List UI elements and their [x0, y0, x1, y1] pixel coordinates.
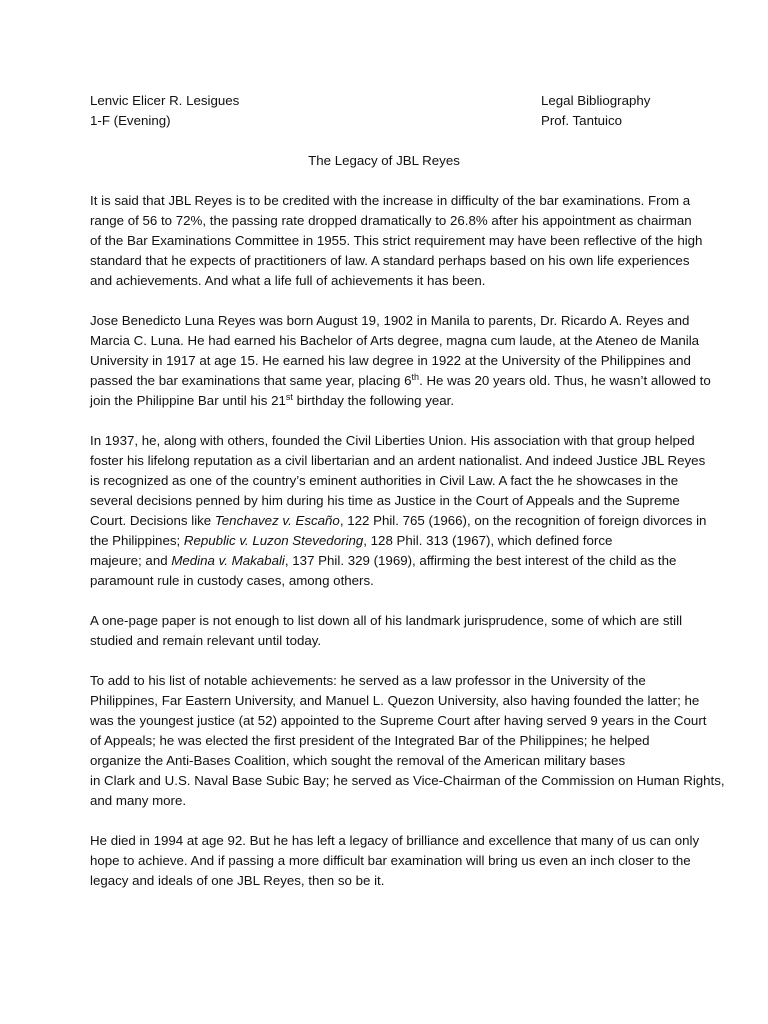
- text-line: [90, 391, 680, 411]
- text-line: of the Bar Examinations Committee in 1955. This strict requirement may have been reflective of the high: [90, 233, 703, 248]
- text-segment: , 128 Phil. 313 (1967), which defined force: [363, 533, 613, 548]
- case-citation: Tenchavez v. Escaño: [214, 513, 340, 528]
- text-line: A one-page paper is not enough to list down all of his landmark jurisprudence, some of which are still: [90, 613, 683, 628]
- author-name: Lenvic Elicer R. Lesigues: [90, 93, 240, 108]
- text-segment: , 137 Phil. 329 (1969), affirming the best interest of the child as the: [284, 553, 677, 568]
- text-line: and many more.: [90, 793, 187, 808]
- text-segment: majeure; and: [90, 553, 172, 568]
- paragraph-4: [90, 611, 683, 651]
- text-line: was the youngest justice (at 52) appointed to the Supreme Court after having served 9 years in the Court: [90, 713, 707, 728]
- paragraph-3: [90, 431, 707, 591]
- text-line: Jose Benedicto Luna Reyes was born August 19, 1902 in Manila to parents, Dr. Ricardo A. Reyes and: [90, 313, 690, 328]
- text-line: several decisions penned by him during his time as Justice in the Court of Appeals and the Supreme: [90, 493, 680, 508]
- case-citation: Republic v. Luzon Stevedoring: [183, 533, 364, 548]
- text-line: hope to achieve. And if passing a more difficult bar examination will bring us even an inch closer to the: [90, 853, 691, 868]
- ordinal-suffix: th: [411, 372, 420, 382]
- text-segment: passed the bar examinations that same year, placing 6: [90, 373, 412, 388]
- case-citation: Medina v. Makabali: [171, 553, 285, 568]
- document-title: The Legacy of JBL Reyes: [308, 153, 460, 168]
- text-line: paramount rule in custody cases, among others.: [90, 573, 374, 588]
- text-line: and achievements. And what a life full of achievements it has been.: [90, 273, 486, 288]
- text-line: studied and remain relevant until today.: [90, 633, 322, 648]
- text-line: range of 56 to 72%, the passing rate dropped dramatically to 26.8% after his appointment as chairman: [90, 213, 692, 228]
- text-line: organize the Anti-Bases Coalition, which sought the removal of the American military bases: [90, 753, 626, 768]
- text-line: To add to his list of notable achievements: he served as a law professor in the University of the: [90, 673, 646, 688]
- text-line: In 1937, he, along with others, founded the Civil Liberties Union. His association with that group helped: [90, 433, 695, 448]
- text-line: [90, 531, 680, 551]
- course-info: [541, 91, 650, 131]
- text-line: foster his lifelong reputation as a civil libertarian and an ardent nationalist. And indeed Justice JBL Reyes: [90, 453, 706, 468]
- professor-name: Prof. Tantuico: [541, 113, 623, 128]
- text-line: University in 1917 at age 15. He earned his law degree in 1922 at the University of the Philippines and: [90, 353, 691, 368]
- student-section: 1-F (Evening): [90, 113, 171, 128]
- text-segment: , 122 Phil. 765 (1966), on the recognition of foreign divorces in: [339, 513, 707, 528]
- paragraph-5: [90, 671, 725, 811]
- text-segment: join the Philippine Bar until his 21: [90, 393, 286, 408]
- text-line: in Clark and U.S. Naval Base Subic Bay; he served as Vice-Chairman of the Commission on Human Rights,: [90, 773, 725, 788]
- paragraph-2: [90, 311, 711, 411]
- text-line: of Appeals; he was elected the first president of the Integrated Bar of the Philippines; he helped: [90, 733, 650, 748]
- text-line: It is said that JBL Reyes is to be credited with the increase in difficulty of the bar examinations. From a: [90, 193, 691, 208]
- text-line: Marcia C. Luna. He had earned his Bachelor of Arts degree, magna cum laude, at the Ateneo de Manila: [90, 333, 700, 348]
- paragraph-6: [90, 831, 700, 891]
- course-name: Legal Bibliography: [541, 93, 651, 108]
- text-line: Philippines, Far Eastern University, and Manuel L. Quezon University, also having founded the latter; he: [90, 693, 700, 708]
- student-info: [90, 91, 239, 131]
- text-line: [90, 551, 680, 571]
- text-line: He died in 1994 at age 92. But he has left a legacy of brilliance and excellence that many of us can only: [90, 833, 700, 848]
- paragraph-1: [90, 191, 703, 291]
- text-line: [90, 371, 711, 391]
- text-segment: . He was 20 years old. Thus, he wasn’t allowed to: [419, 373, 711, 388]
- text-segment: birthday the following year.: [292, 393, 455, 408]
- ordinal-suffix: st: [285, 392, 293, 402]
- text-line: legacy and ideals of one JBL Reyes, then so be it.: [90, 873, 385, 888]
- text-line: standard that he expects of practitioners of law. A standard perhaps based on his own life experiences: [90, 253, 690, 268]
- text-segment: Court. Decisions like: [90, 513, 215, 528]
- text-line: [90, 511, 707, 531]
- text-segment: the Philippines;: [90, 533, 184, 548]
- text-line: is recognized as one of the country’s eminent authorities in Civil Law. A fact the he showcases in the: [90, 473, 679, 488]
